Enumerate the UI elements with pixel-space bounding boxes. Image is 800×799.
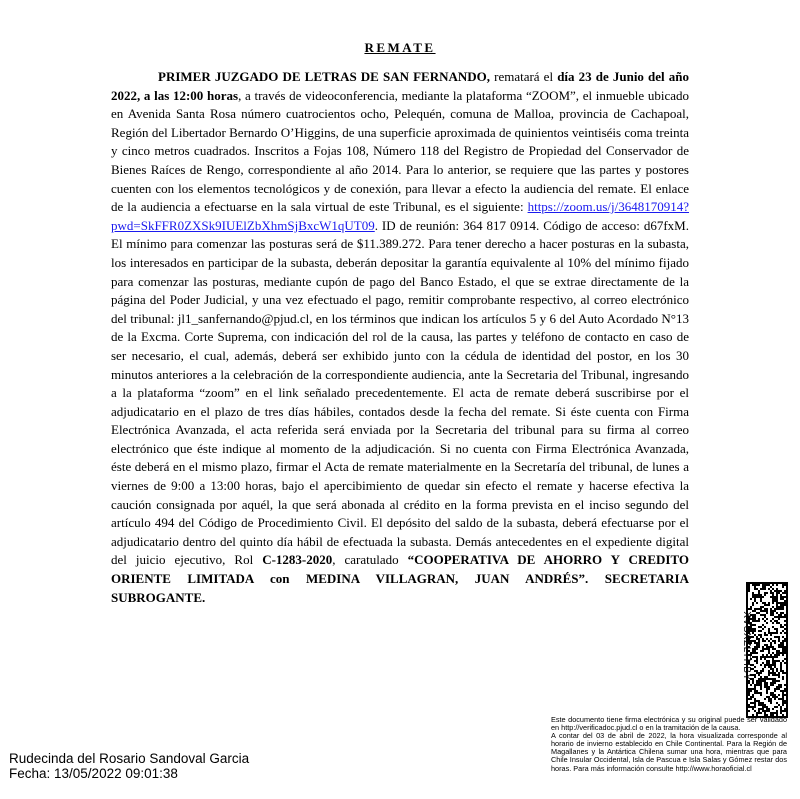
document-title: REMATE bbox=[364, 40, 436, 55]
signer-name: Rudecinda del Rosario Sandoval Garcia bbox=[9, 751, 250, 766]
qr-code-icon bbox=[746, 582, 788, 718]
court-name: PRIMER JUZGADO DE LETRAS DE SAN FERNANDO, bbox=[158, 69, 490, 84]
document-body bbox=[111, 68, 689, 607]
verification-code: XVSXZLTHBY bbox=[741, 611, 752, 681]
text-segment: , caratulado bbox=[332, 552, 408, 568]
auction-date: día 23 de Junio del año 2022, a las 12:00 horas bbox=[111, 69, 689, 103]
legal-notice bbox=[551, 716, 787, 773]
text-segment: rematará el bbox=[490, 69, 558, 84]
signature-block bbox=[9, 751, 249, 781]
case-caption: “COOPERATIVA DE AHORRO Y CREDITO ORIENTE LIMITADA con MEDINA VILLAGRAN, JUAN ANDRÉS”. SECRETARIA SUBROGANTE. bbox=[111, 552, 689, 605]
case-rol: C-1283-2020 bbox=[262, 552, 333, 568]
notice-validation: Este documento tiene firma electrónica y su original puede ser validado en http://verificadoc.pjud.cl o en la tramitación de la causa. bbox=[551, 715, 787, 733]
signature-date: Fecha: 13/05/2022 09:01:38 bbox=[9, 766, 178, 781]
zoom-link[interactable]: https://zoom.us/j/3648170914?pwd=SkFFR0ZXSk9IUElZbXhmSjBxcW1qUT09 bbox=[111, 199, 689, 233]
notice-time: A contar del 03 de abril de 2022, la hora visualizada corresponde al horario de invierno establecido en Chile Continental. Para la Región de Magallanes y la Antártica Chilena sumar una hora, mientras que para Chile Insular Occidental, Isla de Pascua e Isla Salas y Gómez restar dos horas. Para más información consulte http://www.horaoficial.cl bbox=[551, 731, 787, 773]
text-segment: , a través de videoconferencia, mediante la plataforma “ZOOM”, el inmueble ubicado en Avenida Santa Rosa número cuatrocientos ocho, Pelequén, comuna de Malloa, provincia de Cachapoal, Región del Libertador Bernardo O’Higgins, de una superficie aproximada de quinientos veintiséis coma treinta y cinco metros cuadrados. Inscritos a Fojas 108, Número 118 del Registro de Propiedad del Conservador de Bienes Raíces de Rengo, correspondiente al año 2014. Para lo anterior, se requiere que las partes y postores cuenten con los elementos tecnológicos y de conexión, para llevar a efecto la audiencia del remate. El enlace de la audiencia a efectuarse en la sala virtual de este Tribunal, es el siguiente: bbox=[111, 87, 690, 215]
text-segment: . ID de reunión: 364 817 0914. Código de acceso: d67fxM. El mínimo para comenzar las posturas será de $11.389.272. Para tener derecho a hacer posturas en la subasta, los interesados en participar de la subasta, deberán depositar la garantía equivalente al 10% del mínimo fijado para comenzar las posturas, mediante cupón de pago del Banco Estado, el que se extrae directamente de la página del Poder Judicial, y una vez efectuado el pago, remitir comprobante respectivo, al correo electrónico del tribunal: jl1_sanfernando@pjud.cl, en los términos que indican los artículos 5 y 6 del Auto Acordado N°13 de la Excma. Corte Suprema, con indicación del rol de la causa, las partes y teléfono de contacto en caso de ser necesario, el cual, además, deberá ser exhibido junto con la cédula de identidad del postor, en los 30 minutos anteriores a la celebración de la correspondiente audiencia, ante la Secretaria del Tribunal, ingresando a la plataforma “zoom” en el link señalado precedentemente. El acta de remate deberá suscribirse por el adjudicatario en el plazo de tres días hábiles, contados desde la fecha del remate. Si éste cuenta con Firma Electrónica Avanzada, el acta referida será enviada por la Secretaria del tribunal para su firma al correo electrónico que éste indique al momento de la adjudicación. Si no cuenta con Firma Electrónica Avanzada, éste deberá en el mismo plazo, firmar el Acta de remate materialmente en la Secretaría del tribunal, de lunes a viernes de 9:00 a 13:00 horas, bajo el apercibimiento de quedar sin efecto el remate y hacerse efectiva la caución consignada por aquél, la que será abonada al crédito en la forma prevista en el inciso segundo del artículo 494 del Código de Procedimiento Civil. El depósito del saldo de la subasta, deberá efectuarse por el adjudicatario dentro del quinto día hábil de efectuada la subasta. Demás antecedentes en el expediente digital del juicio ejecutivo, Rol bbox=[111, 217, 689, 568]
